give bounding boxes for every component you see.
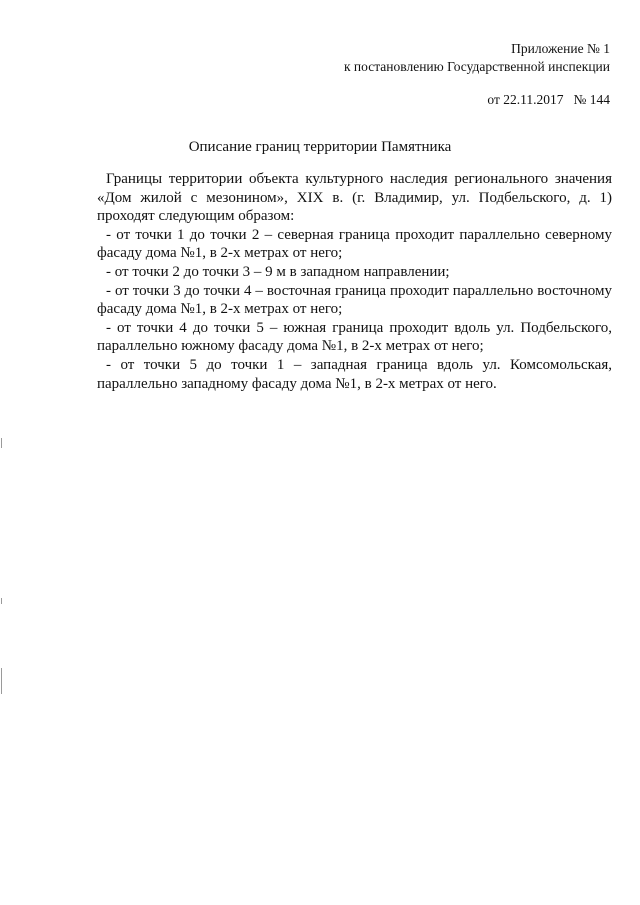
- boundary-item-5-1: - от точки 5 до точки 1 – западная граница вдоль ул. Комсомольская, параллельно западному фасаду дома №1, в 2-х метрах от него.: [97, 356, 612, 392]
- scan-edge-mark: [1, 668, 2, 694]
- document-body: [97, 170, 612, 393]
- appendix-header: [344, 40, 610, 76]
- boundary-item-4-5: - от точки 4 до точки 5 – южная граница проходит вдоль ул. Подбельского, параллельно южному фасаду дома №1, в 2-х метрах от него;: [97, 319, 612, 355]
- resolution-date: от 22.11.2017: [487, 92, 564, 107]
- boundary-item-3-4: - от точки 3 до точки 4 – восточная граница проходит параллельно восточному фасаду дома №1, в 2-х метрах от него;: [97, 282, 612, 318]
- resolution-number: № 144: [573, 92, 610, 107]
- appendix-label: Приложение № 1: [511, 41, 610, 56]
- resolution-reference: к постановлению Государственной инспекции: [344, 59, 610, 74]
- resolution-date-line: [487, 92, 610, 108]
- intro-paragraph: Границы территории объекта культурного наследия регионального значения «Дом жилой с мезонином», XIX в. (г. Владимир, ул. Подбельского, д. 1) проходят следующим образом:: [97, 171, 612, 225]
- boundary-item-2-3: - от точки 2 до точки 3 – 9 м в западном направлении;: [106, 263, 450, 280]
- document-title: Описание границ территории Памятника: [188, 139, 452, 155]
- scan-edge-mark: [1, 438, 2, 448]
- scan-edge-mark: [1, 598, 2, 604]
- boundary-item-1-2: - от точки 1 до точки 2 – северная граница проходит параллельно северному фасаду дома №1, в 2-х метрах от него;: [97, 226, 612, 262]
